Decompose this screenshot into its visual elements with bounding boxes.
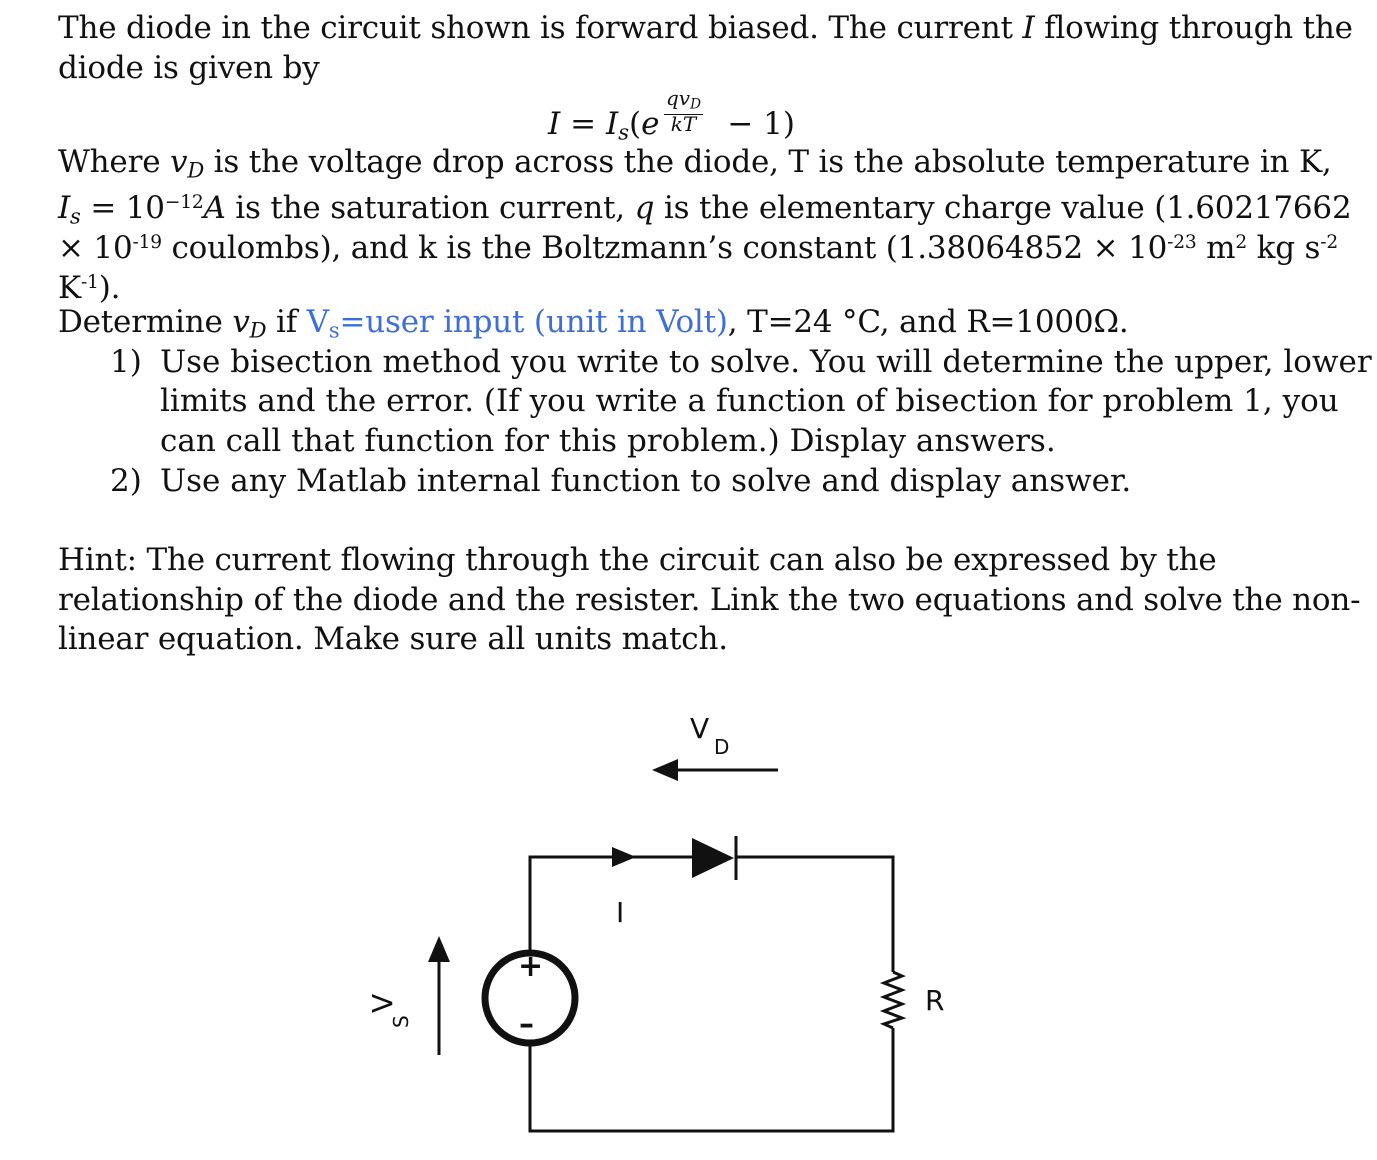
resistor-symbol xyxy=(884,972,902,1028)
problem-page: The diode in the circuit shown is forward biased. The current I flowing through the diode is given by $I = I_s(e - 1)$ $qv_D$ kT Where $v_D$ is the voltage drop across the diode, T is the absolute temperature in K, $I_s = 10^{-12}A$ is the saturation current, q is the elementary charge value (1.60217662 × $10^{-19}$ coulombs), and k is the Boltzmann’s constant ($1.38064852 \times 10^{-23}$ $m^2$ kg $s^{-2}$ $K^{-1}$). Determine $v_D$ if $V_s=user$ input (unit in Volt), T=24 °C, and R=1000Ω. 1) Use bisection method you write to solve. You will determine the upper, lower limits and the error. (If you write a function of bisection for problem 1, you can call that function for this problem.) Display answers. 2) Use any Matlab internal function to solve and display answer. Hint: The current flowing through the circuit can also be expressed by the relationship of the diode and the resister. Link the two equations and solve the non- linear equation. Make sure all units match. V D I + – V S R xyxy=(0,0,1377,1160)
diode-equation: $I = I_s(e - 1)$ $qv_D$ kT xyxy=(548,86,795,145)
hint-line-1: Hint: The current flowing through the circuit can also be expressed by the xyxy=(58,542,1217,578)
where-line-4: $K^{-1}$). xyxy=(58,270,121,307)
exponent-fraction: $qv_D$ kT xyxy=(666,86,702,137)
circuit-wires xyxy=(530,857,893,1131)
vs-user-input: $V_s=user$ input (unit in Volt) xyxy=(306,304,728,343)
r-label: R xyxy=(925,984,945,1017)
diode-symbol xyxy=(692,836,762,880)
vs-label: V xyxy=(366,993,399,1013)
intro-line-2: diode is given by xyxy=(58,50,320,86)
minus-sign: – xyxy=(519,1007,534,1042)
where-line-3: × $10^{-19}$ coulombs), and k is the Boltzmann’s constant ($1.38064852 \times 10^{-23}$ $m^2$ kg $s^{-2}$ xyxy=(58,230,1338,267)
vd-label-sub: D xyxy=(714,735,730,759)
where-line-1: Where $v_D$ is the voltage drop across the diode, T is the absolute temperature in K, xyxy=(58,144,1332,183)
hint-line-2: relationship of the diode and the resister. Link the two equations and solve the non- xyxy=(58,582,1361,618)
determine-line: Determine $v_D$ if $V_s=user$ input (unit in Volt), T=24 °C, and R=1000Ω. xyxy=(58,304,1129,343)
hint-line-3: linear equation. Make sure all units match. xyxy=(58,621,728,657)
where-line-2: $I_s = 10^{-12}A$ is the saturation current, q is the elementary charge value (1.60217662 xyxy=(58,190,1352,229)
vd-label: V xyxy=(690,712,710,745)
vs-label-sub: S xyxy=(389,1015,413,1028)
vs-arrow xyxy=(428,936,450,1055)
plus-sign: + xyxy=(518,949,544,984)
intro-line-1: The diode in the circuit shown is forward biased. The current I flowing through the xyxy=(58,10,1353,46)
current-label: I xyxy=(616,896,625,929)
vd-arrow xyxy=(652,759,778,781)
current-arrow xyxy=(612,847,636,867)
